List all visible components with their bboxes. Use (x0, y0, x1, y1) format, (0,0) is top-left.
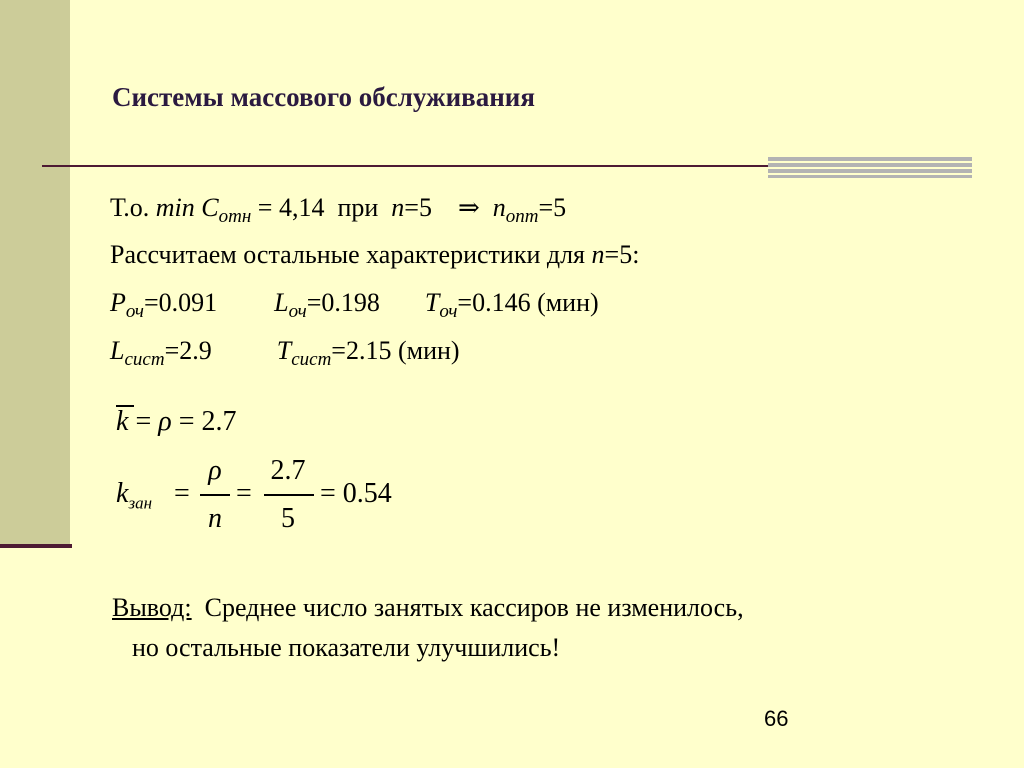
formula1-eq1: = (135, 406, 152, 437)
title-divider-block (768, 157, 972, 178)
conclusion-line2: но остальные показатели улучшились! (132, 633, 561, 662)
frac1-num-text: ρ (208, 455, 222, 486)
nopt-variable: n (492, 193, 506, 222)
t-system-value: =2.15 (мин) (331, 336, 460, 365)
l-system-var: L (110, 336, 125, 365)
frac1-bar (200, 494, 230, 496)
calc-intro-line (110, 240, 639, 270)
min-cost-value: = 4,14 (257, 193, 325, 222)
left-decor-line (0, 544, 72, 548)
t-queue-var: T (424, 288, 440, 317)
t-system-var: T (276, 336, 292, 365)
left-decor-band (0, 0, 70, 544)
l-system-sub: сист (124, 349, 165, 371)
l-queue-value: =0.198 (306, 288, 380, 317)
system-metrics-line (110, 336, 460, 371)
n-variable: n (391, 193, 405, 222)
conclusion-block (112, 588, 992, 668)
nopt-value: =5 (538, 193, 567, 222)
rho-symbol: ρ (158, 406, 172, 437)
min-cost-sub: отн (218, 206, 252, 228)
page-number: 66 (764, 706, 789, 731)
k-mean-var: k (116, 406, 129, 437)
formula1-value: 2.7 (201, 406, 237, 437)
t-queue-value: =0.146 (мин) (457, 288, 599, 317)
result-line (110, 193, 566, 228)
t-system-sub: сист (291, 349, 332, 371)
frac1-den-text: n (208, 503, 222, 534)
n-value: =5 (404, 193, 432, 222)
formula2-result (320, 478, 392, 510)
conclusion-text1: Среднее число занятых кассиров не изменилось, (204, 593, 744, 622)
slide-title: Системы массового обслуживания (112, 82, 535, 112)
l-queue-var: L (274, 288, 289, 317)
conclusion-label: Вывод: (112, 593, 192, 622)
at-word: при (337, 193, 379, 222)
calc-intro-text: Рассчитаем остальные характеристики для (110, 240, 592, 269)
p-queue-var: P (110, 288, 126, 317)
calc-n-value: =5: (604, 240, 640, 269)
calc-n-variable: n (591, 240, 605, 269)
formula1-eq2: = (178, 406, 195, 437)
nopt-sub: опт (505, 206, 539, 228)
frac2-numerator: 2.7 (270, 455, 306, 486)
l-system-value: =2.9 (164, 336, 212, 365)
formula2-result-value: 0.54 (342, 478, 392, 509)
k-busy-var: k (116, 478, 129, 509)
p-queue-value: =0.091 (143, 288, 218, 317)
formula-k-mean (116, 406, 236, 438)
implies-icon: ⇒ (457, 193, 480, 222)
frac1-numerator (198, 455, 232, 487)
queue-metrics-line (110, 288, 599, 323)
formula-k-busy-lhs (116, 478, 152, 514)
k-busy-sub: зан (128, 493, 153, 513)
result-prefix: Т.о. (110, 193, 150, 222)
formula2-eq2: = (236, 478, 252, 509)
l-queue-sub: оч (288, 301, 307, 323)
t-queue-sub: оч (439, 301, 458, 323)
frac2-denominator: 5 (281, 503, 295, 534)
min-cost-label: min C (155, 193, 219, 222)
formula2-eq3: = (320, 478, 336, 509)
frac1-denominator (198, 503, 232, 535)
frac2-bar (264, 494, 314, 496)
conclusion-line1 (112, 588, 992, 628)
p-queue-sub: оч (125, 301, 144, 323)
formula2-eq1: = (174, 478, 190, 509)
